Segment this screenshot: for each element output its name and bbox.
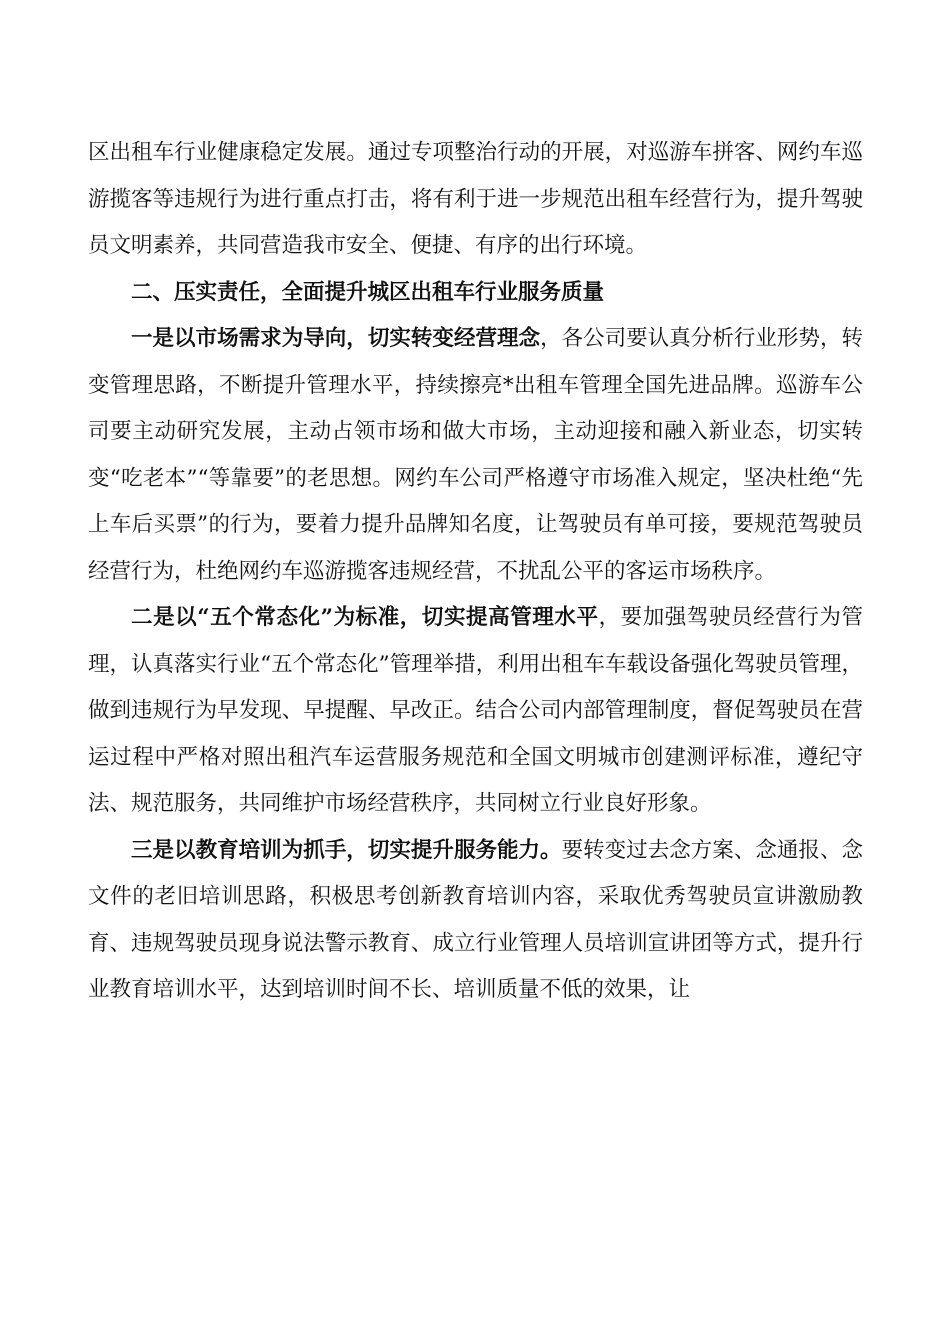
- paragraph-lead: 一是以市场需求为导向，切实转变经营理念: [131, 326, 541, 351]
- paragraph-item-3: [88, 828, 863, 1014]
- paragraph-lead: 三是以教育培训为抓手，切实提升服务能力。: [131, 837, 562, 863]
- document-body: [88, 130, 863, 1014]
- paragraph-item-2: [88, 595, 863, 828]
- paragraph-text: ，要加强驾驶员经营行为管理，认真落实行业“五个常态化”管理举措，利用出租车车载设备强化驾驶员管理，做到违规行为早发现、早提醒、早改正。结合公司内部管理制度，督促驾驶员在营运过程中严格对照出租汽车运营服务规范和全国文明城市创建测评标准，遵纪守法、规范服务，共同维护市场经营秩序，共同树立行业良好形象。: [88, 605, 863, 816]
- section-heading: [88, 270, 863, 317]
- section-heading-text: 二、压实责任，全面提升城区出租车行业服务质量: [131, 279, 605, 305]
- paragraph-text: ，各公司要认真分析行业形势，转变管理思路，不断提升管理水平，持续擦亮*出租车管理全国先进品牌。巡游车公司要主动研究发展，主动占领市场和做大市场，主动迎接和融入新业态，切实转变“吃老本”“等靠要”的老思想。网约车公司严格遵守市场准入规定，坚决杜绝“先上车后买票”的行为，要着力提升品牌知名度，让驾驶员有单可接，要规范驾驶员经营行为，杜绝网约车巡游揽客违规经营，不扰乱公平的客运市场秩序。: [88, 326, 863, 584]
- paragraph-lead: 二是以“五个常态化”为标准，切实提高管理水平: [131, 605, 599, 630]
- paragraph-item-1: [88, 316, 863, 595]
- paragraph-text: 要转变过去念方案、念通报、念文件的老旧培训思路，积极思考创新教育培训内容，采取优秀驾驶员宣讲激励教育、违规驾驶员现身说法警示教育、成立行业管理人员培训宣讲团等方式，提升行业教育培训水平，达到培训时间不长、培训质量不低的效果，让: [88, 837, 863, 1002]
- paragraph-continuation: [88, 130, 863, 270]
- paragraph-text: 区出租车行业健康稳定发展。通过专项整治行动的开展，对巡游车拼客、网约车巡游揽客等违规行为进行重点打击，将有利于进一步规范出租车经营行为，提升驾驶员文明素养，共同营造我市安全、便捷、有序的出行环境。: [88, 140, 863, 258]
